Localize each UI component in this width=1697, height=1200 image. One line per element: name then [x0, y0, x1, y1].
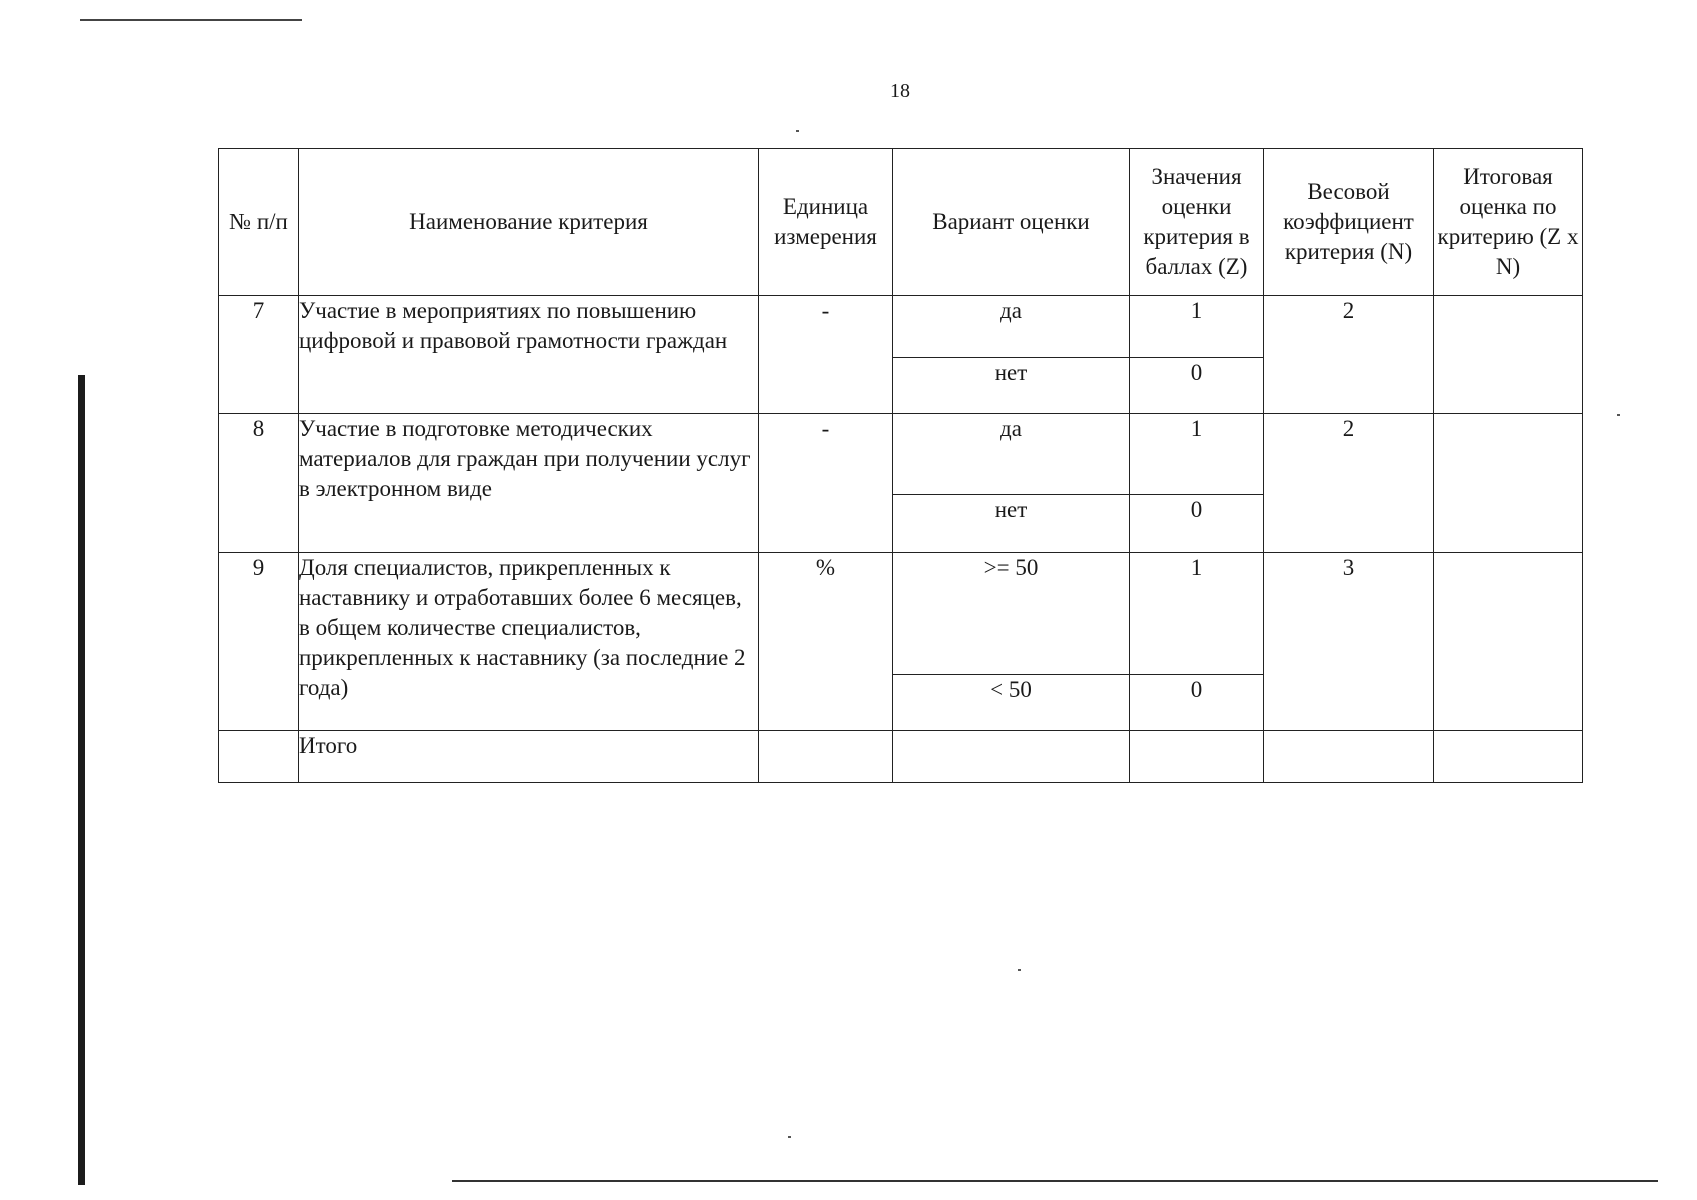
total-cell	[1434, 553, 1583, 731]
score-cell: 0	[1130, 358, 1264, 414]
weight-cell: 2	[1264, 414, 1434, 553]
total-cell	[1434, 296, 1583, 414]
variant-cell: да	[893, 296, 1130, 358]
weight-cell: 3	[1264, 553, 1434, 731]
header-unit: Единица измерения	[759, 149, 893, 296]
scan-speck	[788, 1136, 791, 1138]
unit-cell: -	[759, 414, 893, 553]
header-variant: Вариант оценки	[893, 149, 1130, 296]
unit-cell: -	[759, 296, 893, 414]
score-cell: 1	[1130, 296, 1264, 358]
scan-speck	[1018, 969, 1021, 971]
table-header-row	[219, 149, 1583, 296]
page-number: 18	[890, 80, 910, 102]
weight-cell: 2	[1264, 296, 1434, 414]
criterion-name: Участие в подготовке методических материалов для граждан при получении услуг в электронном виде	[299, 414, 759, 553]
variant-cell: нет	[893, 495, 1130, 553]
total-row-variant	[893, 731, 1130, 783]
row-number: 9	[219, 553, 299, 731]
header-score-z: Значения оценки критерия в баллах (Z)	[1130, 149, 1264, 296]
scan-bottom-line	[452, 1180, 1658, 1182]
criterion-name: Доля специалистов, прикрепленных к наставнику и отработавших более 6 месяцев, в общем количестве специалистов, прикрепленных к наставнику (за последние 2 года)	[299, 553, 759, 731]
criterion-name: Участие в мероприятиях по повышению цифровой и правовой грамотности граждан	[299, 296, 759, 414]
scan-speck	[796, 130, 799, 132]
total-cell	[1434, 414, 1583, 553]
table-row	[219, 553, 1583, 675]
header-total-score: Итоговая оценка по критерию (Z x N)	[1434, 149, 1583, 296]
variant-cell: нет	[893, 358, 1130, 414]
header-num: № п/п	[219, 149, 299, 296]
table-row	[219, 296, 1583, 358]
table-row	[219, 414, 1583, 495]
total-row	[219, 731, 1583, 783]
total-row-total	[1434, 731, 1583, 783]
variant-cell: да	[893, 414, 1130, 495]
score-cell: 0	[1130, 495, 1264, 553]
score-cell: 0	[1130, 675, 1264, 731]
scan-speck	[1617, 414, 1620, 416]
row-number: 7	[219, 296, 299, 414]
score-cell: 1	[1130, 414, 1264, 495]
total-row-label: Итого	[299, 731, 759, 783]
total-row-num	[219, 731, 299, 783]
header-weight-n: Весовой коэффициент критерия (N)	[1264, 149, 1434, 296]
score-cell: 1	[1130, 553, 1264, 675]
row-number: 8	[219, 414, 299, 553]
total-row-score	[1130, 731, 1264, 783]
total-row-unit	[759, 731, 893, 783]
total-row-weight	[1264, 731, 1434, 783]
criteria-table	[218, 148, 1583, 783]
unit-cell: %	[759, 553, 893, 731]
header-criterion-name: Наименование критерия	[299, 149, 759, 296]
scan-top-line	[80, 19, 302, 21]
scan-left-edge	[78, 375, 85, 1185]
variant-cell: < 50	[893, 675, 1130, 731]
variant-cell: >= 50	[893, 553, 1130, 675]
